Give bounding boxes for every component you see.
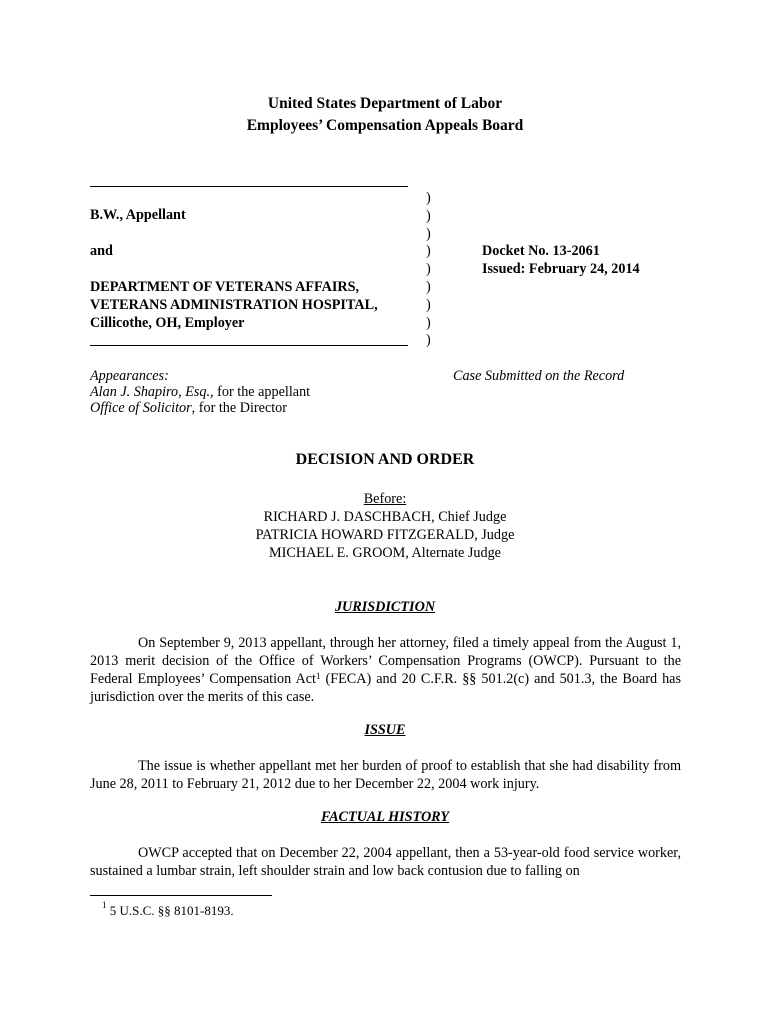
caption-paren: ) xyxy=(426,225,431,242)
director-counsel-role: , for the Director xyxy=(191,400,288,416)
docket-number: Docket No. 13-2061 xyxy=(482,243,600,259)
caption-paren: ) xyxy=(426,314,431,331)
appellant-counsel: Alan J. Shapiro, Esq., xyxy=(90,384,214,400)
caption-and: and xyxy=(90,243,113,259)
jurisdiction-text-b: (FECA) and 20 C.F.R. §§ 501.2(c) and 501.3, the Board has jurisdiction over the merits of this case. xyxy=(90,671,681,705)
judge-associate: PATRICIA HOWARD FITZGERALD, Judge xyxy=(255,527,515,543)
factual-history-heading: FACTUAL HISTORY xyxy=(320,809,450,825)
jurisdiction-heading: JURISDICTION xyxy=(334,599,436,615)
issued-date: Issued: February 24, 2014 xyxy=(482,261,640,277)
jurisdiction-text-a: On September 9, 2013 appellant, through her attorney, filed a timely appeal from the August 1, 2013 merit decision of the Office of Workers’ Compensation Programs (OWCP). Pursuant to the Federal Employees’ Compensation Act xyxy=(90,635,681,687)
caption-paren: ) xyxy=(426,332,431,349)
issue-heading: ISSUE xyxy=(364,722,406,738)
decision-title: DECISION AND ORDER xyxy=(295,451,475,468)
board-title: Employees’ Compensation Appeals Board xyxy=(246,117,524,134)
appellant-counsel-role: for the appellant xyxy=(213,384,311,400)
footnote-ref: 1 xyxy=(315,671,321,681)
agency-title: United States Department of Labor xyxy=(267,95,503,112)
case-submitted: Case Submitted on the Record xyxy=(453,368,625,384)
employer-line-3: Cillicothe, OH, Employer xyxy=(90,315,245,331)
caption-bottom-rule xyxy=(90,345,408,346)
caption-paren: ) xyxy=(426,279,431,295)
before-label: Before: xyxy=(363,491,407,507)
appearance-director xyxy=(90,400,287,417)
jurisdiction-paragraph xyxy=(90,634,681,706)
judge-chief: RICHARD J. DASCHBACH, Chief Judge xyxy=(263,509,507,525)
footnote xyxy=(102,900,234,919)
footnote-number: 1 xyxy=(102,900,107,910)
caption-paren: ) xyxy=(426,261,431,278)
appellant-name: B.W., Appellant xyxy=(90,207,186,223)
employer-line-2: VETERANS ADMINISTRATION HOSPITAL, xyxy=(90,297,378,313)
factual-history-paragraph: OWCP accepted that on December 22, 2004 appellant, then a 53-year-old food service worker, sustained a lumbar strain, left shoulder strain and low back contusion due to falling on xyxy=(90,845,681,879)
caption-top-rule xyxy=(90,186,408,187)
appearances-heading: Appearances: xyxy=(90,368,169,384)
director-counsel: Office of Solicitor xyxy=(90,400,192,416)
judge-alternate: MICHAEL E. GROOM, Alternate Judge xyxy=(269,545,501,561)
issue-paragraph: The issue is whether appellant met her burden of proof to establish that she had disability from June 28, 2011 to February 21, 2012 due to her December 22, 2004 work injury. xyxy=(90,758,681,792)
caption-paren: ) xyxy=(426,243,431,260)
caption-paren: ) xyxy=(426,207,431,224)
footnote-rule xyxy=(90,895,272,896)
appearance-appellant xyxy=(90,384,310,401)
caption-paren: ) xyxy=(426,296,431,313)
caption-paren: ) xyxy=(426,190,431,206)
footnote-text: 5 U.S.C. §§ 8101-8193. xyxy=(109,903,234,918)
employer-line-1: DEPARTMENT OF VETERANS AFFAIRS, xyxy=(90,279,360,295)
